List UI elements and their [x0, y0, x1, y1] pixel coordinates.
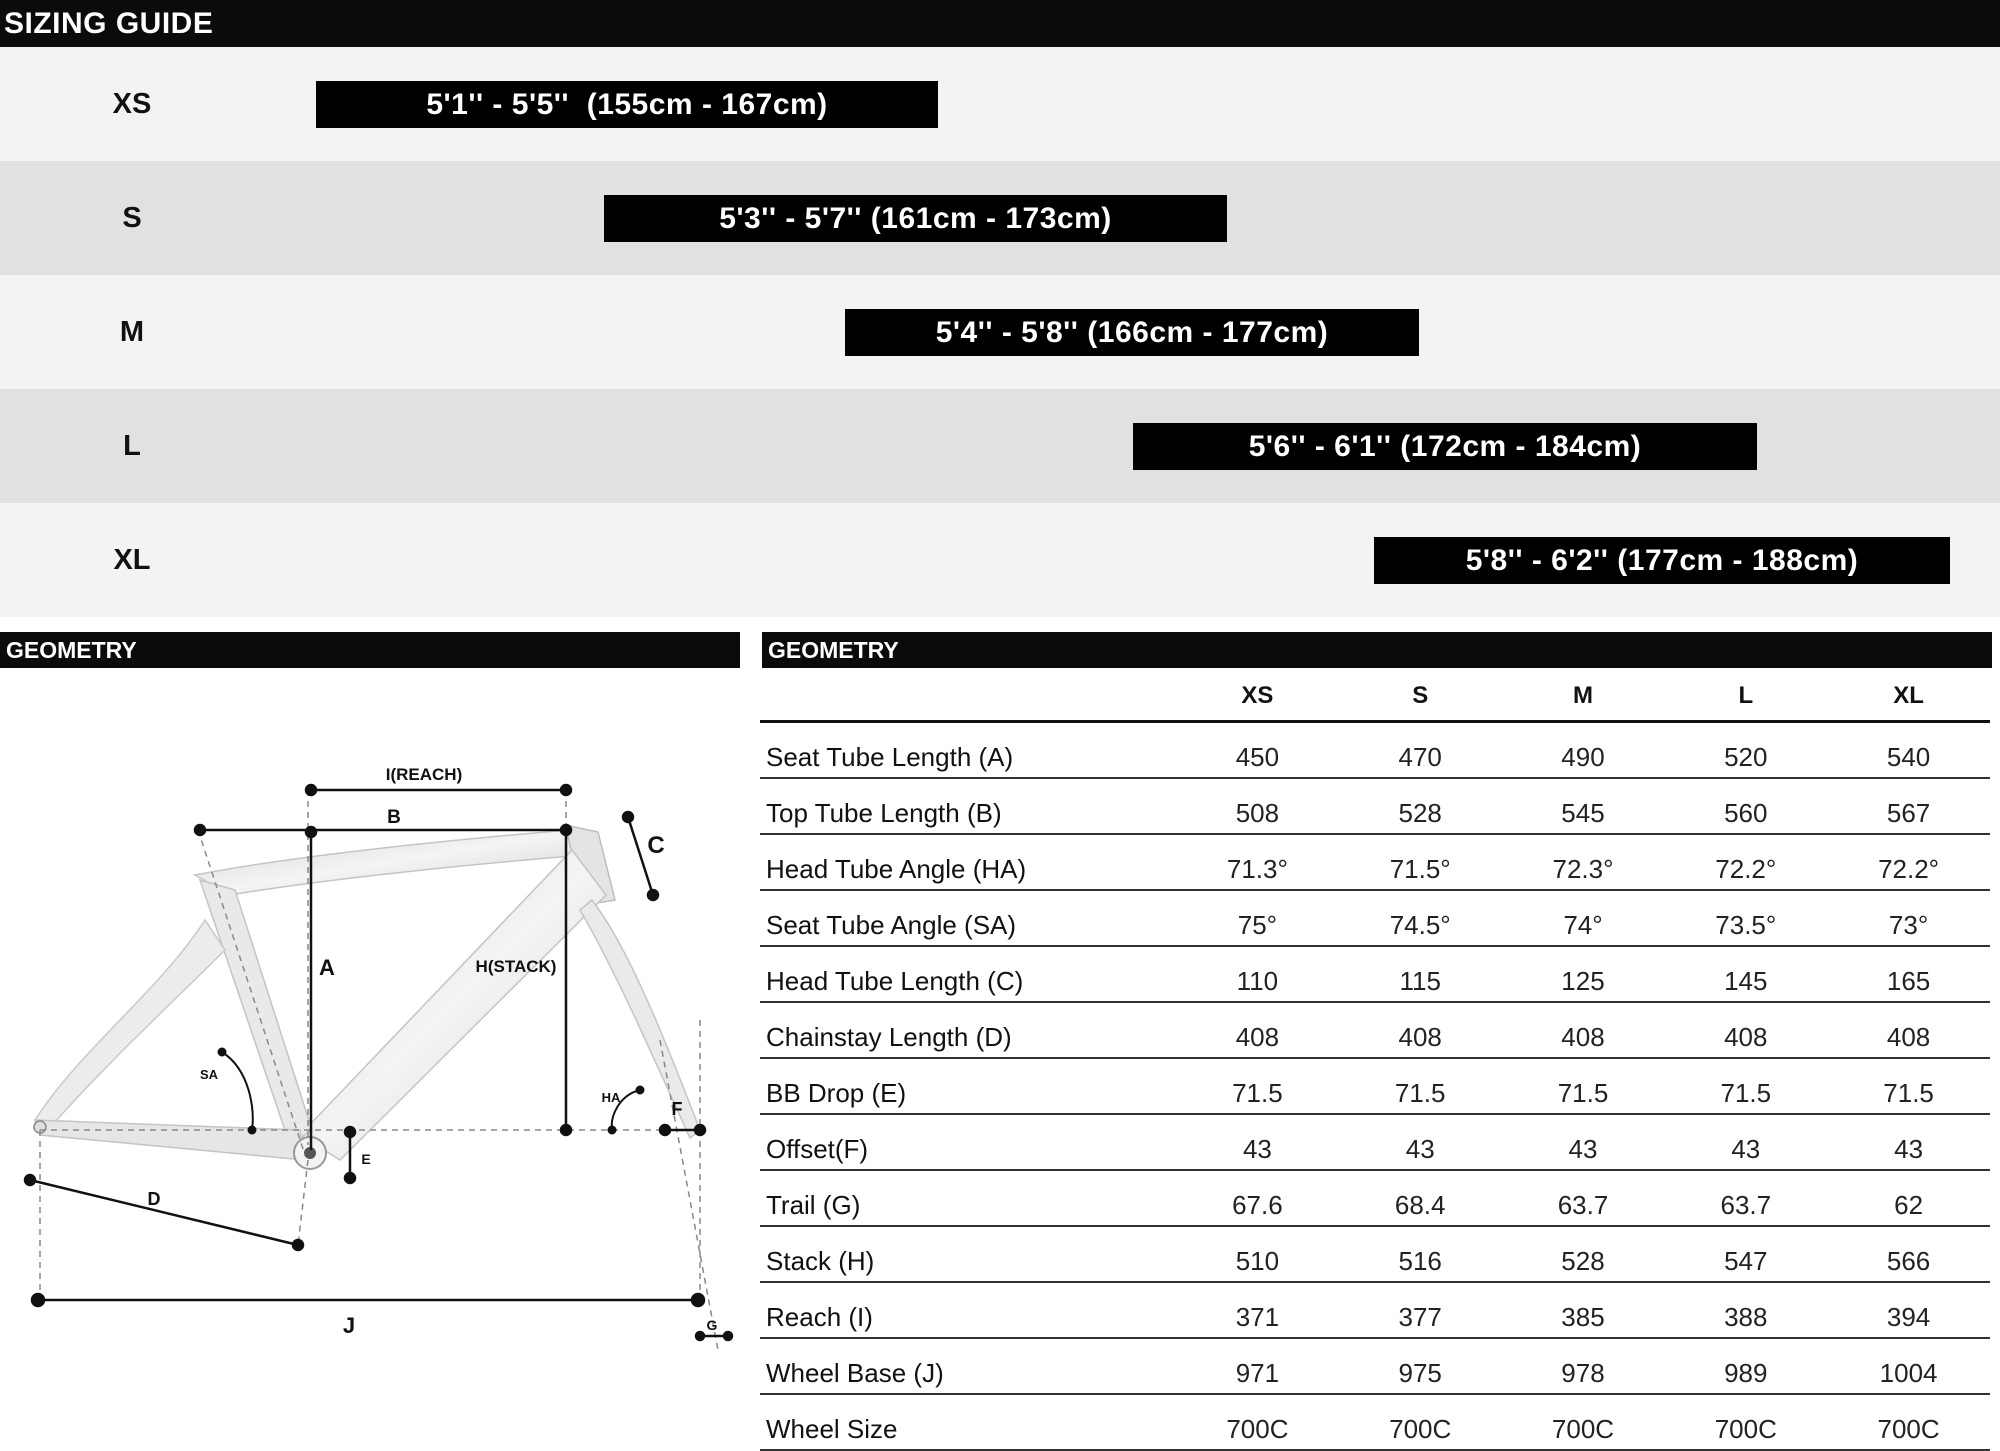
table-row — [760, 1114, 1990, 1170]
table-cell: 700C — [1339, 1394, 1502, 1450]
label-g: G — [706, 1317, 718, 1333]
parameter-label: Wheel Base (J) — [760, 1338, 1176, 1394]
table-cell: 385 — [1502, 1282, 1665, 1338]
column-header: L — [1664, 672, 1827, 722]
table-cell: 73.5° — [1664, 890, 1827, 946]
table-cell: 510 — [1176, 1226, 1339, 1282]
table-row — [760, 1226, 1990, 1282]
table-cell: 63.7 — [1664, 1170, 1827, 1226]
label-f: F — [671, 1099, 683, 1119]
height-range-bar: 5'4'' - 5'8'' (166cm - 177cm) — [845, 309, 1419, 356]
table-cell: 470 — [1339, 722, 1502, 779]
table-row — [760, 1002, 1990, 1058]
table-cell: 110 — [1176, 946, 1339, 1002]
table-cell: 700C — [1502, 1394, 1665, 1450]
table-cell: 528 — [1339, 778, 1502, 834]
frame-geometry-diagram — [0, 690, 740, 1380]
table-cell: 545 — [1502, 778, 1665, 834]
size-row-s — [0, 161, 2000, 275]
label-c: C — [647, 832, 665, 859]
table-cell: 72.3° — [1502, 834, 1665, 890]
label-j: J — [342, 1313, 356, 1338]
parameter-label: Wheel Size — [760, 1394, 1176, 1450]
parameter-label: BB Drop (E) — [760, 1058, 1176, 1114]
parameter-label: Trail (G) — [760, 1170, 1176, 1226]
table-cell: 68.4 — [1339, 1170, 1502, 1226]
table-cell: 540 — [1827, 722, 1990, 779]
table-cell: 508 — [1176, 778, 1339, 834]
height-range-bar: 5'6'' - 6'1'' (172cm - 184cm) — [1133, 423, 1757, 470]
table-row — [760, 1170, 1990, 1226]
column-header: M — [1502, 672, 1665, 722]
label-reach: I(REACH) — [385, 765, 463, 784]
parameter-label: Seat Tube Angle (SA) — [760, 890, 1176, 946]
table-cell: 989 — [1664, 1338, 1827, 1394]
size-row-l — [0, 389, 2000, 503]
table-cell: 388 — [1664, 1282, 1827, 1338]
table-cell: 516 — [1339, 1226, 1502, 1282]
table-cell: 71.5 — [1664, 1058, 1827, 1114]
height-range-bar: 5'3'' - 5'7'' (161cm - 173cm) — [604, 195, 1227, 242]
column-header-parameter — [760, 672, 1176, 722]
bike-frame — [34, 825, 700, 1169]
size-row-m — [0, 275, 2000, 389]
parameter-label: Head Tube Length (C) — [760, 946, 1176, 1002]
table-cell: 971 — [1176, 1338, 1339, 1394]
table-cell: 71.5 — [1502, 1058, 1665, 1114]
table-cell: 165 — [1827, 946, 1990, 1002]
height-range-bar: 5'1'' - 5'5'' (155cm - 167cm) — [316, 81, 938, 128]
size-label: XL — [113, 544, 151, 576]
table-cell: 1004 — [1827, 1338, 1990, 1394]
table-header-row — [760, 672, 1990, 722]
table-cell: 700C — [1664, 1394, 1827, 1450]
geometry-table — [760, 672, 1990, 1451]
table-cell: 408 — [1664, 1002, 1827, 1058]
label-e: E — [361, 1151, 371, 1167]
table-row — [760, 1394, 1990, 1450]
table-cell: 43 — [1176, 1114, 1339, 1170]
table-cell: 43 — [1664, 1114, 1827, 1170]
table-cell: 71.5 — [1827, 1058, 1990, 1114]
table-cell: 62 — [1827, 1170, 1990, 1226]
table-cell: 490 — [1502, 722, 1665, 779]
table-cell: 700C — [1176, 1394, 1339, 1450]
table-cell: 71.5 — [1176, 1058, 1339, 1114]
parameter-label: Stack (H) — [760, 1226, 1176, 1282]
table-cell: 408 — [1827, 1002, 1990, 1058]
label-a: A — [319, 955, 335, 980]
size-label: M — [119, 316, 145, 348]
geometry-diagram-header: GEOMETRY — [0, 632, 740, 668]
label-sa: SA — [199, 1067, 219, 1082]
size-row-xs — [0, 47, 2000, 161]
table-cell: 547 — [1664, 1226, 1827, 1282]
geometry-table-header: GEOMETRY — [762, 632, 1992, 668]
size-label: S — [122, 202, 142, 234]
size-label: XS — [112, 88, 152, 120]
table-cell: 371 — [1176, 1282, 1339, 1338]
table-cell: 43 — [1502, 1114, 1665, 1170]
parameter-label: Chainstay Length (D) — [760, 1002, 1176, 1058]
parameter-label: Head Tube Angle (HA) — [760, 834, 1176, 890]
table-cell: 450 — [1176, 722, 1339, 779]
sizing-guide-header: SIZING GUIDE — [0, 0, 2000, 47]
table-cell: 43 — [1339, 1114, 1502, 1170]
table-cell: 560 — [1664, 778, 1827, 834]
table-row — [760, 778, 1990, 834]
parameter-label: Seat Tube Length (A) — [760, 722, 1176, 779]
table-cell: 74.5° — [1339, 890, 1502, 946]
column-header: S — [1339, 672, 1502, 722]
table-cell: 71.5° — [1339, 834, 1502, 890]
table-cell: 566 — [1827, 1226, 1990, 1282]
size-label: L — [123, 430, 141, 462]
height-range-bar: 5'8'' - 6'2'' (177cm - 188cm) — [1374, 537, 1950, 584]
table-cell: 528 — [1502, 1226, 1665, 1282]
table-cell: 72.2° — [1664, 834, 1827, 890]
column-header: XS — [1176, 672, 1339, 722]
table-cell: 408 — [1176, 1002, 1339, 1058]
table-cell: 408 — [1339, 1002, 1502, 1058]
table-row — [760, 1338, 1990, 1394]
table-row — [760, 1282, 1990, 1338]
table-cell: 67.6 — [1176, 1170, 1339, 1226]
table-cell: 377 — [1339, 1282, 1502, 1338]
table-cell: 63.7 — [1502, 1170, 1665, 1226]
parameter-label: Top Tube Length (B) — [760, 778, 1176, 834]
table-cell: 73° — [1827, 890, 1990, 946]
table-cell: 145 — [1664, 946, 1827, 1002]
table-row — [760, 834, 1990, 890]
label-d: D — [147, 1189, 161, 1209]
table-cell: 74° — [1502, 890, 1665, 946]
table-row — [760, 890, 1990, 946]
parameter-label: Offset(F) — [760, 1114, 1176, 1170]
table-cell: 115 — [1339, 946, 1502, 1002]
table-cell: 75° — [1176, 890, 1339, 946]
parameter-label: Reach (I) — [760, 1282, 1176, 1338]
table-cell: 125 — [1502, 946, 1665, 1002]
table-cell: 72.2° — [1827, 834, 1990, 890]
table-cell: 700C — [1827, 1394, 1990, 1450]
label-ha: HA — [601, 1090, 621, 1105]
table-cell: 975 — [1339, 1338, 1502, 1394]
table-cell: 71.3° — [1176, 834, 1339, 890]
column-header: XL — [1827, 672, 1990, 722]
table-row — [760, 722, 1990, 779]
table-cell: 71.5 — [1339, 1058, 1502, 1114]
table-row — [760, 1058, 1990, 1114]
table-cell: 978 — [1502, 1338, 1665, 1394]
label-stack: H(STACK) — [475, 957, 557, 976]
size-row-xl — [0, 503, 2000, 617]
table-cell: 43 — [1827, 1114, 1990, 1170]
table-cell: 394 — [1827, 1282, 1990, 1338]
table-cell: 520 — [1664, 722, 1827, 779]
table-cell: 567 — [1827, 778, 1990, 834]
table-row — [760, 946, 1990, 1002]
table-cell: 408 — [1502, 1002, 1665, 1058]
label-b: B — [387, 807, 401, 828]
